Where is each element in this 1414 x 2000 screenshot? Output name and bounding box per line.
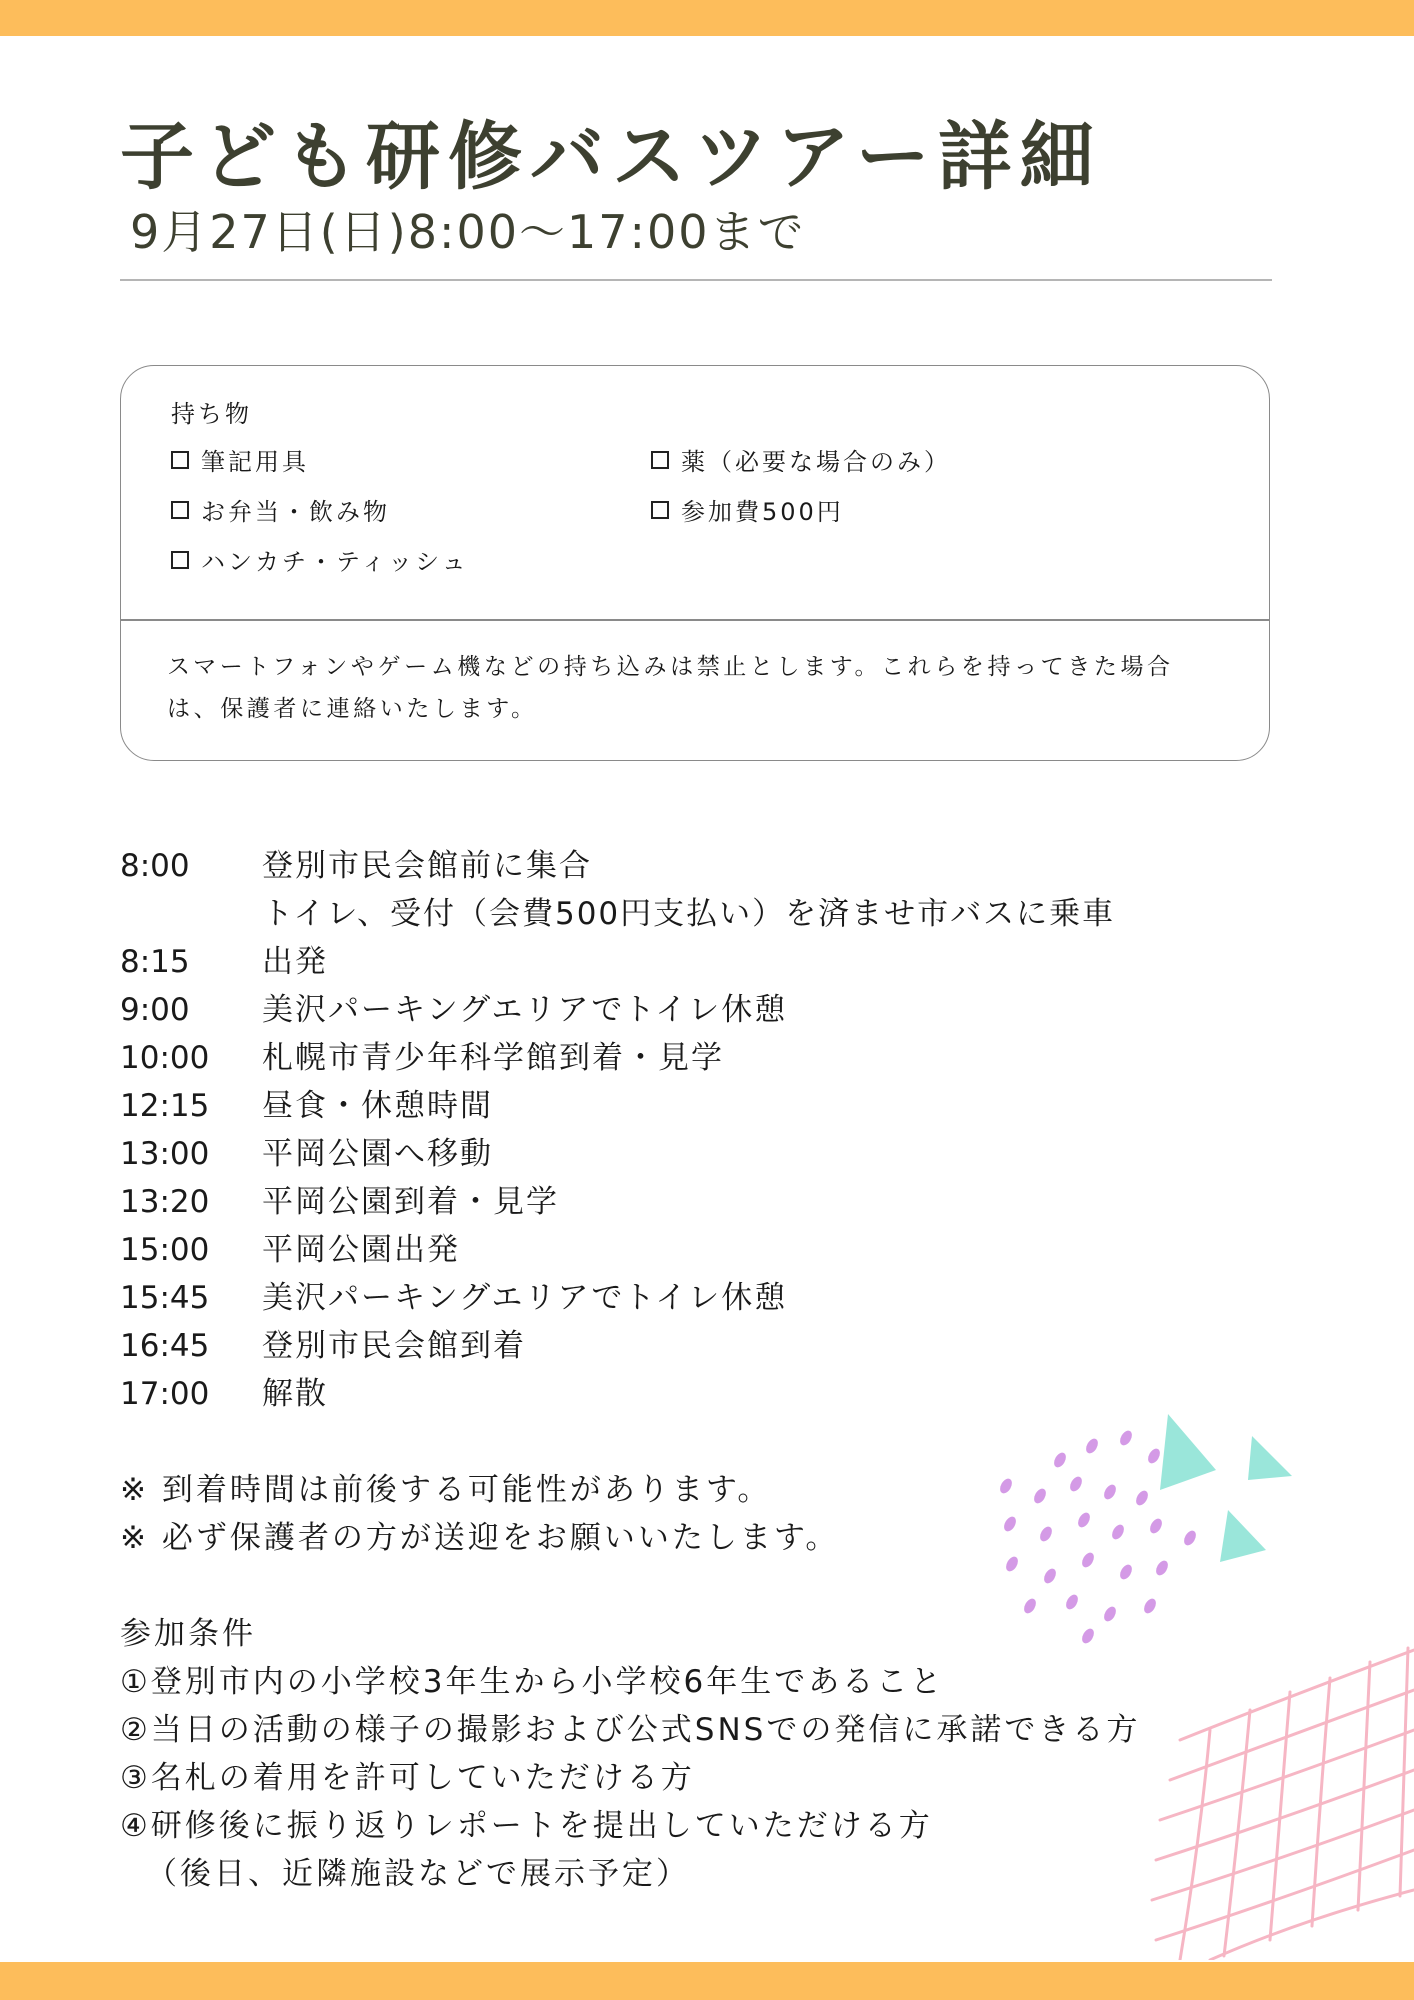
schedule-desc: 出発 — [262, 944, 328, 980]
checkbox-icon — [171, 551, 189, 569]
note-line: ※ 必ず保護者の方が送迎をお願いいたします。 — [120, 1520, 840, 1556]
schedule-desc: 解散 — [262, 1376, 328, 1412]
checklist-item-label: お弁当・飲み物 — [201, 498, 390, 526]
schedule-desc: 登別市民会館到着 — [262, 1328, 526, 1364]
prohibited-items-note: スマートフォンやゲーム機などの持ち込みは禁止とします。これらを持ってきた場合は、保護者に連絡いたします。 — [167, 654, 1174, 722]
triangle-icon — [1248, 1436, 1292, 1480]
schedule-desc: 昼食・休憩時間 — [262, 1088, 493, 1124]
schedule-time: 15:45 — [120, 1280, 210, 1316]
schedule-time: 9:00 — [120, 992, 190, 1028]
schedule-time: 16:45 — [120, 1328, 210, 1364]
checklist-item-label: 筆記用具 — [201, 448, 309, 476]
triangle-icon — [1220, 1510, 1266, 1562]
decorative-graphics — [980, 1400, 1414, 1960]
belongings-heading: 持ち物 — [171, 400, 252, 428]
schedule-desc: 平岡公園出発 — [262, 1232, 460, 1268]
header-divider — [120, 279, 1272, 281]
bottom-accent-band — [0, 1962, 1414, 2000]
checklist-item-label: 参加費500円 — [681, 498, 844, 526]
checklist-item — [171, 542, 469, 577]
schedule-time: 10:00 — [120, 1040, 210, 1076]
checklist-item-label: ハンカチ・ティッシュ — [201, 548, 469, 576]
checklist-item-label: 薬（必要な場合のみ） — [681, 448, 951, 476]
checkbox-icon — [651, 451, 669, 469]
checkbox-icon — [651, 501, 669, 519]
schedule-time: 13:00 — [120, 1136, 210, 1172]
schedule-desc: トイレ、受付（会費500円支払い）を済ませ市バスに乗車 — [262, 896, 1116, 932]
page-title: 子ども研修バスツアー詳細 — [120, 114, 1102, 200]
checklist-item — [171, 492, 390, 527]
condition-item: ④研修後に振り返りレポートを提出していただける方 — [120, 1808, 933, 1844]
top-accent-band — [0, 0, 1414, 36]
schedule-desc: 平岡公園到着・見学 — [262, 1184, 559, 1220]
schedule-desc: 美沢パーキングエリアでトイレ休憩 — [262, 1280, 788, 1316]
schedule-time: 17:00 — [120, 1376, 210, 1412]
schedule-time: 8:00 — [120, 848, 190, 884]
condition-item: ②当日の活動の様子の撮影および公式SNSでの発信に承諾できる方 — [120, 1712, 1141, 1748]
condition-item: ①登別市内の小学校3年生から小学校6年生であること — [120, 1664, 945, 1700]
note-line: ※ 到着時間は前後する可能性があります。 — [120, 1472, 772, 1508]
schedule-desc: 美沢パーキングエリアでトイレ休憩 — [262, 992, 788, 1028]
event-datetime: 9月27日(日)8:00～17:00まで — [130, 205, 806, 259]
schedule-desc: 平岡公園へ移動 — [262, 1136, 493, 1172]
checklist-item — [651, 442, 951, 477]
schedule-time: 12:15 — [120, 1088, 210, 1124]
conditions-heading: 参加条件 — [120, 1616, 256, 1652]
checklist-item — [651, 492, 844, 527]
schedule-desc: 登別市民会館前に集合 — [262, 848, 592, 884]
box-divider — [121, 619, 1269, 621]
belongings-box — [120, 365, 1270, 761]
schedule-time: 13:20 — [120, 1184, 210, 1220]
condition-item-note: （後日、近隣施設などで展示予定） — [146, 1856, 690, 1892]
schedule-desc: 札幌市青少年科学館到着・見学 — [262, 1040, 724, 1076]
condition-item: ③名札の着用を許可していただける方 — [120, 1760, 695, 1796]
checkbox-icon — [171, 451, 189, 469]
schedule-time: 8:15 — [120, 944, 190, 980]
grid-pattern-icon — [1152, 1648, 1414, 1960]
checkbox-icon — [171, 501, 189, 519]
schedule-time: 15:00 — [120, 1232, 210, 1268]
checklist-item — [171, 442, 309, 477]
triangle-icon — [1160, 1414, 1216, 1490]
